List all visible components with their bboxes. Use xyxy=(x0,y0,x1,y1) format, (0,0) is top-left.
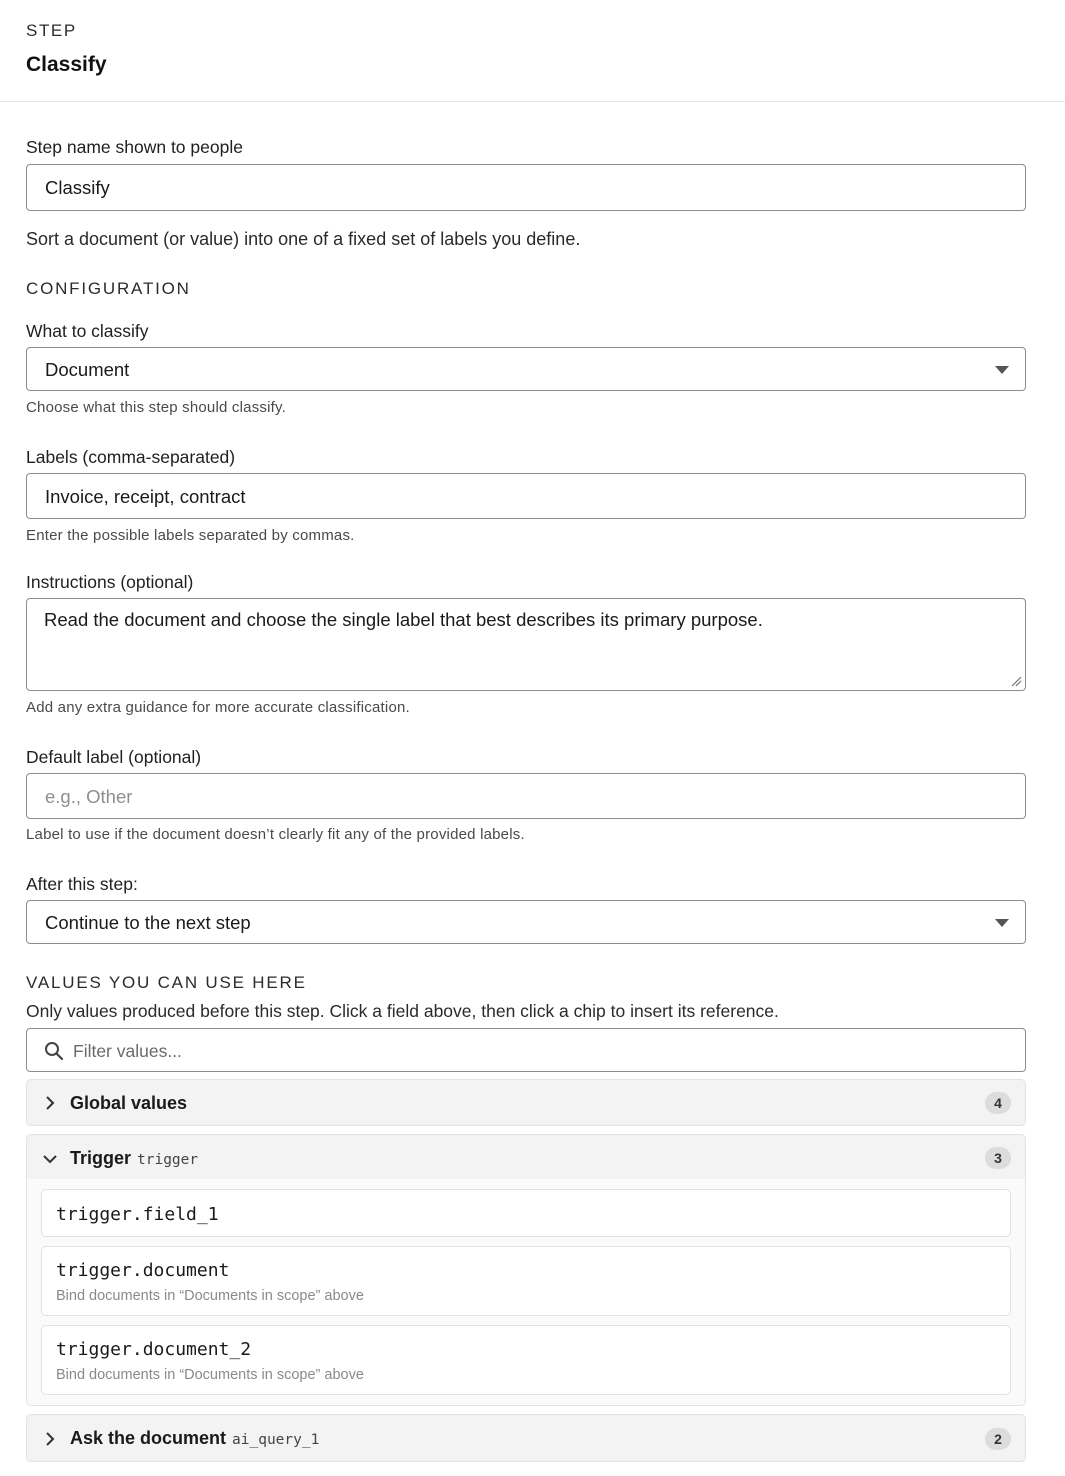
step-description: Sort a document (or value) into one of a fixed set of labels you define. xyxy=(26,229,581,249)
value-chip[interactable] xyxy=(41,1246,1011,1316)
step-name-label: Step name shown to people xyxy=(26,137,243,157)
step-eyebrow: STEP xyxy=(26,21,77,40)
chip-code: trigger.field_1 xyxy=(56,1204,219,1225)
group-title: Trigger trigger xyxy=(70,1148,199,1168)
default-label-input[interactable] xyxy=(26,773,1026,819)
default-label-label: Default label (optional) xyxy=(26,747,202,767)
labels-help: Enter the possible labels separated by commas. xyxy=(26,527,355,544)
what-to-classify-label: What to classify xyxy=(26,321,149,341)
instructions-help: Add any extra guidance for more accurate classification. xyxy=(26,699,410,716)
after-step-label: After this step: xyxy=(26,874,138,894)
caret-down-icon xyxy=(995,366,1009,374)
group-global-values[interactable] xyxy=(26,1079,1026,1126)
chevron-down-icon xyxy=(43,1152,57,1166)
default-label-help: Label to use if the document doesn’t clearly fit any of the provided labels. xyxy=(26,826,525,843)
count-badge: 3 xyxy=(985,1147,1011,1169)
group-title: Ask the document ai_query_1 xyxy=(70,1428,320,1448)
group-code: ai_query_1 xyxy=(232,1432,320,1448)
group-ask-the-document[interactable] xyxy=(26,1414,1026,1462)
values-heading: VALUES YOU CAN USE HERE xyxy=(26,973,307,992)
instructions-label: Instructions (optional) xyxy=(26,572,194,592)
group-title: Global values xyxy=(70,1093,188,1113)
resize-grip-icon[interactable] xyxy=(1010,675,1022,687)
after-step-value: Continue to the next step xyxy=(45,912,251,933)
step-name-value: Classify xyxy=(45,177,110,198)
filter-values-input[interactable] xyxy=(26,1028,1026,1072)
count-badge: 2 xyxy=(985,1428,1011,1450)
value-chip[interactable] xyxy=(41,1189,1011,1237)
labels-input[interactable] xyxy=(26,473,1026,519)
filter-values-placeholder: Filter values... xyxy=(73,1041,182,1061)
chip-code: trigger.document_2 xyxy=(56,1339,252,1360)
what-to-classify-select[interactable] xyxy=(26,347,1026,391)
caret-down-icon xyxy=(995,919,1009,927)
group-trigger[interactable] xyxy=(26,1134,1026,1181)
step-header xyxy=(0,0,1065,102)
what-to-classify-value: Document xyxy=(45,359,130,380)
chip-hint: Bind documents in “Documents in scope” above xyxy=(56,1288,364,1304)
chevron-right-icon xyxy=(43,1096,57,1110)
labels-label: Labels (comma-separated) xyxy=(26,447,236,467)
instructions-value: Read the document and choose the single label that best describes its primary purpose. xyxy=(44,609,763,630)
values-description: Only values produced before this step. Click a field above, then click a chip to insert its reference. xyxy=(26,1001,779,1021)
chip-hint: Bind documents in “Documents in scope” above xyxy=(56,1367,364,1383)
value-chip[interactable] xyxy=(41,1325,1011,1395)
chevron-right-icon xyxy=(43,1432,57,1446)
after-step-select[interactable] xyxy=(26,900,1026,944)
labels-value: Invoice, receipt, contract xyxy=(45,486,246,507)
step-name-input[interactable] xyxy=(26,164,1026,211)
chip-code: trigger.document xyxy=(56,1260,230,1281)
instructions-textarea[interactable] xyxy=(26,598,1026,691)
search-icon xyxy=(44,1041,64,1061)
group-code: trigger xyxy=(137,1152,199,1168)
configuration-heading: CONFIGURATION xyxy=(26,279,191,298)
default-label-placeholder: e.g., Other xyxy=(45,786,133,807)
count-badge: 4 xyxy=(985,1092,1011,1114)
what-to-classify-help: Choose what this step should classify. xyxy=(26,399,286,416)
page-title: Classify xyxy=(26,53,107,76)
